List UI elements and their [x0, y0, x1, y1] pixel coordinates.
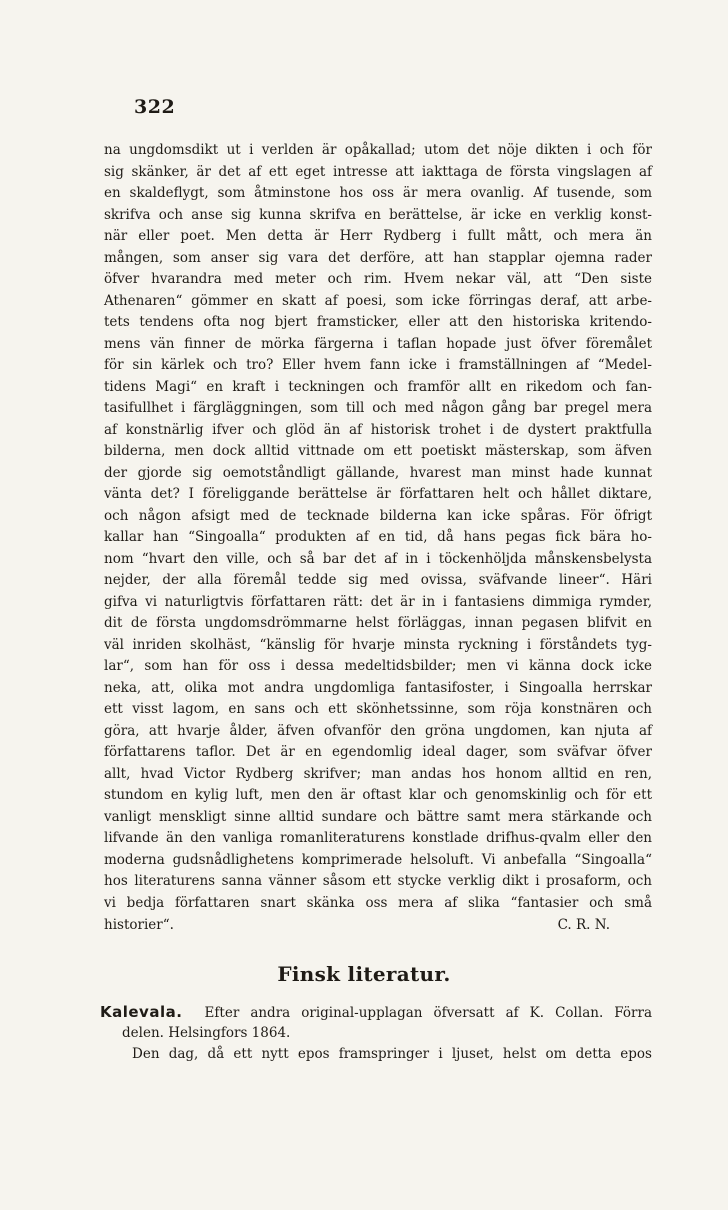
text-line: vanligt menskligt sinne alltid sundare och bättre samt mera stärkande och	[104, 808, 652, 825]
text-line: Athenaren“ gömmer en skatt af poesi, som icke förringas deraf, att arbe-	[104, 292, 652, 309]
text-line: författarens taflor. Det är en egendomlig ideal dager, som sväfvar öfver	[104, 744, 652, 760]
text-line: väl inriden skolhäst, “känslig för hvarje minsta ryckning i förståndets tyg-	[104, 636, 652, 653]
entry-description: Efter andra original-upplagan öfversatt af K. Collan. Förra	[204, 1005, 652, 1021]
text-line: af konstnärlig ifver och glöd än af historisk trohet i de dystert praktfulla	[104, 421, 652, 438]
text-line: tasifullhet i färgläggningen, som till och med någon gång bar pregel mera	[104, 400, 652, 416]
text-line: lar“, som han för oss i dessa medeltidsbilder; men vi känna dock icke	[104, 658, 652, 674]
page-number: 322	[134, 96, 176, 118]
text-line: stundom en kylig luft, men den är oftast klar och genomskinlig och för ett	[104, 787, 652, 803]
text-line: tidens Magi“ en kraft i teckningen och framför allt en rikedom och fan-	[104, 378, 652, 395]
text-line: hos literaturens sanna vänner såsom ett stycke verklig dikt i prosaform, och	[104, 873, 652, 889]
text-line: när eller poet. Men detta är Herr Rydberg i fullt mått, och mera än	[104, 228, 652, 244]
text-line: gifva vi naturligtvis författaren rätt: det är in i fantasiens dimmiga rymder,	[104, 593, 652, 610]
text-line: moderna gudsnådlighetens komprimerade helsoluft. Vi anbefalla “Singoalla“	[104, 851, 652, 868]
text-line: ett visst lagom, en sans och ett skönhetssinne, som röja konstnären och	[104, 701, 652, 717]
text-line: mens vän finner de mörka färgerna i taflan hopade just öfver föremålet	[104, 335, 652, 352]
text-line: vi bedja författaren snart skänka oss mera af slika “fantasier och små	[104, 894, 652, 911]
text-line: göra, att hvarje ålder, äfven ofvanför den gröna ungdomen, kan njuta af	[104, 722, 652, 739]
section-heading: Finsk literatur.	[277, 962, 451, 986]
text-line: en skaldeflygt, som åtminstone hos oss är mera ovanlig. Af tusende, som	[104, 185, 652, 201]
text-line: der gjorde sig oemotståndligt gällande, hvarest man minst hade kunnat	[104, 464, 652, 481]
text-line: och någon afsigt med de tecknade bilderna kan icke spåras. För öfrigt	[104, 507, 652, 524]
text-line: öfver hvarandra med meter och rim. Hvem nekar väl, att “Den siste	[104, 271, 652, 287]
entry-title: Kalevala.	[100, 1003, 183, 1021]
review-body-text	[104, 140, 652, 936]
text-line: för sin kärlek och tro? Eller hvem fann icke i framställningen af “Medel-	[104, 357, 652, 373]
text-line: mången, som anser sig vara det derföre, att han stapplar ojemna rader	[104, 249, 652, 266]
text-line: lifvande än den vanliga romanliteraturens konstlade drifhus-qvalm eller den	[104, 830, 652, 846]
text-line: allt, hvad Victor Rydberg skrifver; man andas hos honom alltid en ren,	[104, 765, 652, 782]
text-line: sig skänker, är det af ett eget intresse att iakttaga de första vingslagen af	[104, 163, 652, 180]
text-line: neka, att, olika mot andra ungdomliga fantasifoster, i Singoalla herrskar	[104, 679, 652, 696]
entry-publication-line: delen. Helsingfors 1864.	[122, 1025, 291, 1041]
text-line: vänta det? I föreliggande berättelse är författaren helt och hållet diktare,	[104, 486, 652, 502]
author-signature: C. R. N.	[557, 917, 610, 933]
review-first-line: Den dag, då ett nytt epos framspringer i ljuset, helst om detta epos	[132, 1046, 652, 1062]
text-line: nom “hvart den ville, och så bar det af in i töckenhöljda månskensbelysta	[104, 550, 652, 567]
closing-line	[104, 914, 652, 936]
text-line: nejder, der alla föremål tedde sig med ovissa, sväfvande lineer“. Häri	[104, 572, 652, 588]
entry-header-line	[100, 1002, 652, 1023]
text-line: bilderna, men dock alltid vittnade om ett poetiskt mästerskap, som äfven	[104, 443, 652, 459]
text-line: dit de första ungdomsdrömmarne helst förläggas, innan pegasen blifvit en	[104, 615, 652, 631]
kalevala-review	[100, 1002, 652, 1065]
text-line: tets tendens ofta nog bjert framsticker, eller att den historiska kritendo-	[104, 314, 652, 330]
text-line: kallar han “Singoalla“ produkten af en tid, då hans pegas fick bära ho-	[104, 529, 652, 545]
closing-text: historier“.	[104, 917, 174, 933]
text-line: skrifva och anse sig kunna skrifva en berättelse, är icke en verklig konst-	[104, 206, 652, 223]
text-line: na ungdomsdikt ut i verlden är opåkallad; utom det nöje dikten i och för	[104, 142, 652, 158]
